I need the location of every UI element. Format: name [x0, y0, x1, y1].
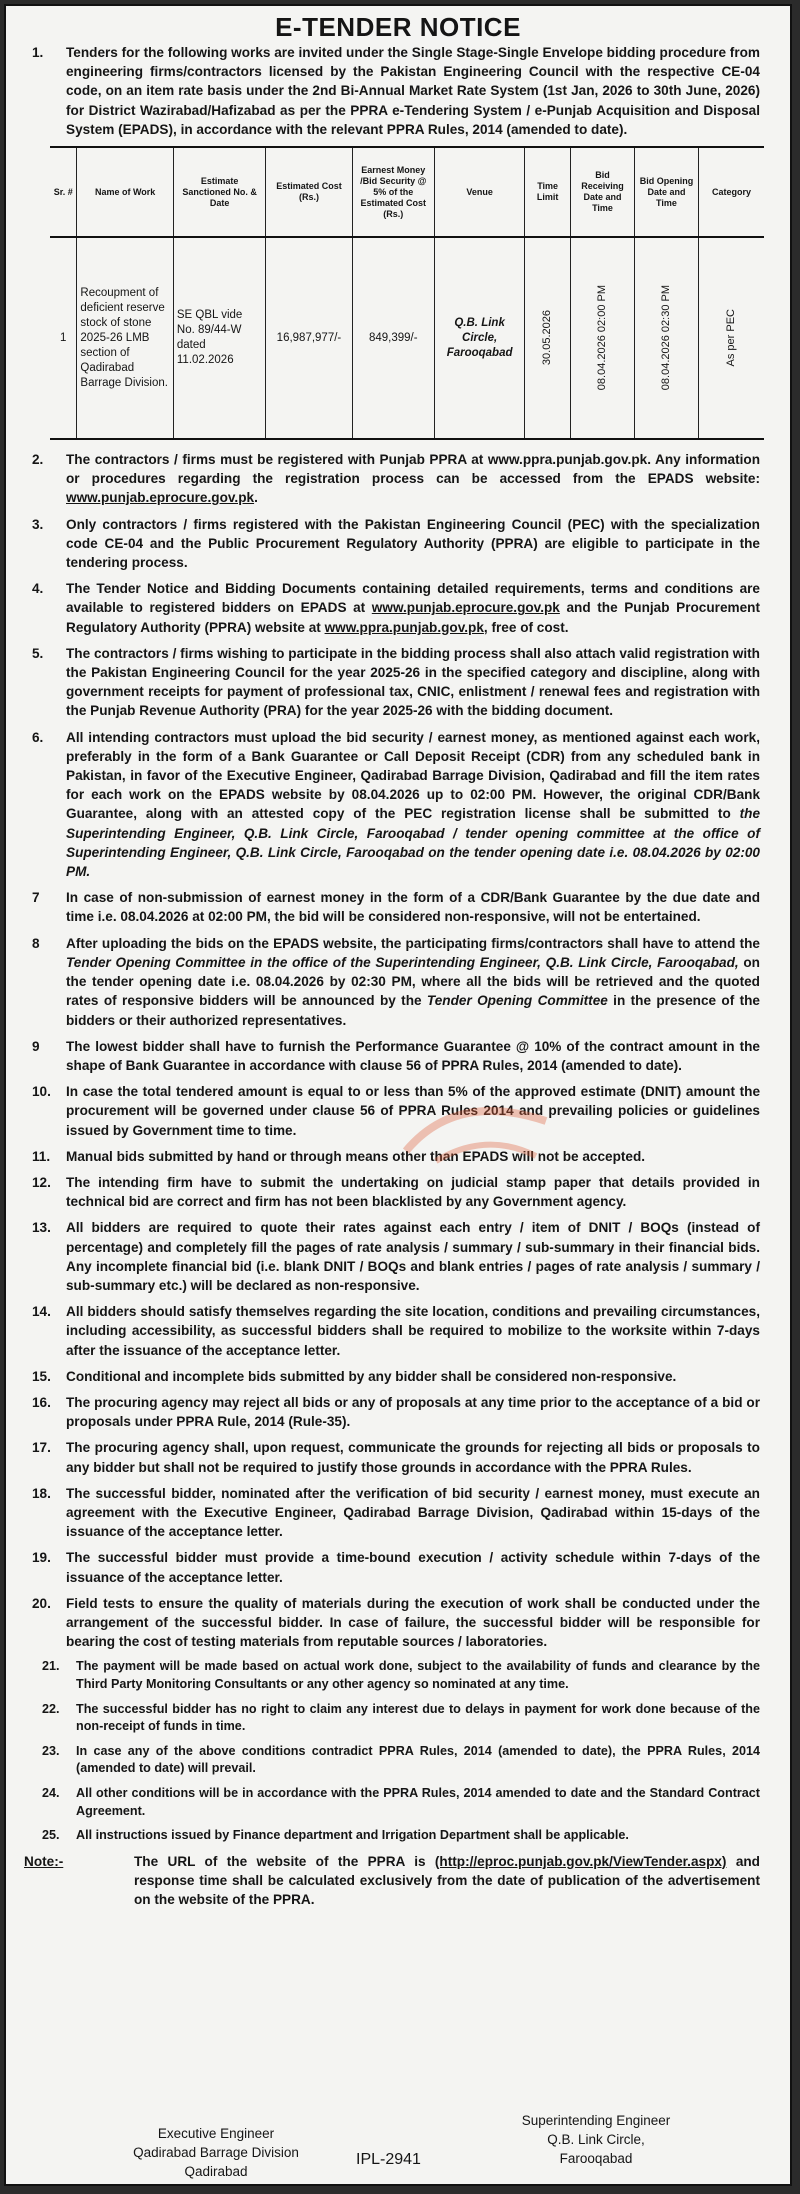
clause-number: 22.: [42, 1701, 60, 1716]
text-segment: All bidders should satisfy themselves regarding the site location, conditions and prevailing circumstances, including accessibility, as successful bidders shall be required to mobilize to the worksite within 7-days after the issuance of the acceptance letter.: [66, 1304, 760, 1358]
clause-text: [66, 1484, 760, 1542]
text-segment: In case the total tendered amount is equal to or less than 5% of the approved estimate (DNIT) amount the procurement will be governed under clause 56 of PPRA Rules 2014 and prevailing policies or guidelines issued by Government time to time.: [66, 1084, 760, 1138]
table-cell: [434, 237, 524, 439]
clause-number: 21.: [42, 1659, 60, 1674]
table-cell: [525, 237, 571, 439]
note-text: [134, 1852, 760, 1909]
text-segment: in the presence of the bidders or their authorized representatives.: [66, 993, 760, 1028]
column-header: Bid Receiving Date and Time: [571, 147, 635, 237]
text-segment: at the office of Superintending Engineer, Q.B. Link Circle, Farooqabad on the tender opening date i.e. 08.04.2026 by 02:00 PM.: [66, 825, 760, 880]
text-segment: Tender Opening Committee: [426, 993, 608, 1009]
clause-text: [66, 1173, 760, 1211]
text-segment: All instructions issued by Finance department and Irrigation Department shall be applicable.: [76, 1828, 629, 1843]
text-segment: The contractors / firms wishing to participate in the bidding process shall also attach valid registration with the Pakistan Engineering Council for the year 2025-26 in the specified category and discipline, along with government receipts for payment of professional tax, CNIC, enlistment / renewal fees and registration with the Punjab Revenue Authority (PRA) for the year 2025-26 with the bidding document.: [66, 645, 760, 719]
column-header: Name of Work: [77, 147, 173, 237]
table-row: [50, 237, 764, 439]
signature-superintending-engineer: [466, 2111, 726, 2168]
table-cell: [77, 237, 173, 439]
clause: [42, 1827, 760, 1845]
cell-value: 16,987,977/-: [276, 331, 342, 344]
clause: [32, 1218, 760, 1295]
sig-line: Q.B. Link Circle,: [547, 2132, 645, 2147]
link-text[interactable]: (http://eproc.punjab.gov.pk/ViewTender.aspx): [434, 1853, 727, 1869]
clause: [32, 644, 760, 721]
column-header: Time Limit: [525, 147, 571, 237]
clause: [32, 1037, 760, 1075]
clause: [32, 1367, 760, 1386]
clause-number: 20.: [32, 1595, 51, 1611]
text-segment: Field tests to ensure the quality of materials during the execution of work shall be conducted under the arrangement of the successful bidder. In case of failure, the successful bidder will be responsible for bearing the cost of testing materials from reputable sources / laboratories.: [66, 1595, 760, 1650]
clause-text: [66, 1218, 760, 1295]
text-segment: In case of non-submission of earnest money in the form of a CDR/Bank Guarantee by the due date and time i.e. 08.04.2026 at 02:00 PM, the bid will be considered non-responsive, will not be entertained.: [66, 890, 760, 925]
text-segment: The procuring agency may reject all bids or any of proposals at any time prior to the acceptance of a bid or proposals under PPRA Rule, 2014 (Rule-35).: [66, 1394, 760, 1430]
column-header: Sr. #: [50, 147, 77, 237]
clause-text: [66, 1548, 760, 1586]
cell-value: 30.05.2026: [541, 310, 554, 366]
notice-title: E-TENDER NOTICE: [275, 12, 521, 42]
text-segment: , free of cost.: [483, 619, 569, 635]
text-segment: In case any of the above conditions contradict PPRA Rules, 2014 (amended to date), the PPRA Rules, 2014 (amended to date) will prevail.: [76, 1743, 760, 1776]
clause-number: 14.: [32, 1304, 51, 1320]
clause-number: 13.: [32, 1220, 51, 1236]
clause-number: 8: [32, 935, 40, 951]
table-cell: [571, 237, 635, 439]
sig-line: Farooqabad: [559, 2151, 633, 2166]
column-header: Venue: [434, 147, 524, 237]
link-text[interactable]: www.punjab.eprocure.gov.pk: [371, 600, 560, 616]
column-header: Earnest Money /Bid Security @ 5% of the Estimated Cost (Rs.): [352, 147, 434, 237]
clause-number: 1.: [32, 45, 44, 60]
column-header: Estimated Cost (Rs.): [266, 147, 352, 237]
clause-text: [66, 515, 760, 573]
table-cell: [698, 237, 764, 439]
clause-number: 5.: [32, 645, 44, 661]
clause-text: [66, 934, 760, 1030]
text-segment: The contractors / firms must be registered with Punjab PPRA at www.ppra.punjab.gov.pk. Any information or procedures regarding the registration process can be accessed from the EPADS website:: [66, 452, 760, 487]
clause: [32, 1302, 760, 1360]
cell-value: 849,399/-: [368, 331, 418, 344]
clause-number: 17.: [32, 1440, 51, 1456]
text-segment: on the tender opening date i.e. 08.04.2026 by 02:30 PM, where all the bids will be retrieved and the quoted rates of responsive bidders will be announced by the: [66, 954, 760, 1009]
clause-text: [76, 1743, 760, 1778]
clause: [32, 1393, 760, 1431]
text-segment: the Superintending Engineer, Q.B. Link Circle, Farooqabad / tender opening committee: [66, 806, 760, 841]
link-text[interactable]: www.ppra.punjab.gov.pk: [324, 619, 484, 635]
clause: [32, 43, 760, 139]
clause-text: [66, 1393, 760, 1431]
clause: [32, 1438, 760, 1476]
clause: [42, 1743, 760, 1778]
clause-number: 12.: [32, 1174, 51, 1190]
table-cell: [634, 237, 698, 439]
clause: [32, 515, 760, 573]
clause: [42, 1658, 760, 1693]
clause-number: 24.: [42, 1785, 60, 1800]
clause-text: [66, 43, 760, 139]
text-segment: The Tender Notice and Bidding Documents containing detailed requirements, terms and conditions are available to registered bidders on EPADS at: [66, 581, 760, 616]
note-label: Note:-: [24, 1853, 64, 1869]
text-segment: The intending firm have to submit the undertaking on judicial stamp paper that details provided in technical bid are correct and firm has not been blacklisted by any Government agency.: [66, 1174, 760, 1210]
text-segment: The lowest bidder shall have to furnish the Performance Guarantee @ 10% of the contract amount in the shape of Bank Guarantee in accordance with clause 56 of PPRA Rules, 2014 (amended to date).: [66, 1038, 760, 1073]
sig-line: Executive Engineer: [157, 2126, 275, 2141]
clause-number: 23.: [42, 1743, 60, 1758]
clause-text: [66, 644, 760, 721]
text-segment: After uploading the bids on the EPADS website, the participating firms/contractors shall have to attend the: [66, 935, 760, 951]
text-segment: The successful bidder, nominated after the verification of bid security / earnest money, must execute an agreement with the Executive Engineer, Qadirabad Barrage Division, Qadirabad within 15-days of the issuance of the acceptance letter.: [66, 1485, 760, 1540]
clause: [32, 728, 760, 882]
cell-value: 08.04.2026 02:00 PM: [595, 285, 608, 391]
clause-number: 6.: [32, 729, 44, 745]
clause: [32, 934, 760, 1030]
signature-executive-engineer: [86, 2124, 346, 2181]
sig-line: Qadirabad Barrage Division: [133, 2145, 299, 2160]
text-segment: The procuring agency shall, upon request, communicate the grounds for rejecting all bids or proposals to any bidder but shall not be required to justify those grounds in accordance with the PPRA Rules.: [66, 1440, 760, 1475]
text-segment: The URL of the website of the PPRA is: [134, 1853, 435, 1869]
clause: [32, 888, 760, 926]
text-segment: .: [254, 490, 258, 506]
cell-value: Q.B. Link Circle, Farooqabad: [446, 316, 513, 359]
clause-number: 10.: [32, 1084, 51, 1100]
clause-number: 16.: [32, 1394, 51, 1410]
clause: [32, 1173, 760, 1211]
clause-number: 7: [32, 890, 40, 906]
column-header: Category: [698, 147, 764, 237]
text-segment: Only contractors / firms registered with the Pakistan Engineering Council (PEC) with the specialization code CE-04 and the Public Procurement Regulatory Authority (PPRA) are eligible to participate in the tendering process.: [66, 516, 760, 571]
clause-text: [66, 1037, 760, 1075]
clause-number: 2.: [32, 452, 44, 468]
table-cell: [352, 237, 434, 439]
text-segment: Tender Opening Committee in the office of the Superintending Engineer, Q.B. Link Circle, Farooqabad,: [66, 954, 739, 970]
works-table: [50, 146, 764, 440]
clause-text: [76, 1658, 760, 1693]
cell-value: As per PEC: [724, 309, 737, 367]
cell-value: SE QBL vide No. 89/44-W dated 11.02.2026: [176, 309, 243, 367]
table-cell: [173, 237, 265, 439]
sig-line: Qadirabad: [184, 2164, 248, 2179]
reference-code: IPL-2941: [356, 2151, 421, 2168]
clause: [32, 450, 760, 508]
clause-number: 25.: [42, 1828, 60, 1843]
clause-number: 18.: [32, 1485, 51, 1501]
clause-number: 3.: [32, 516, 44, 532]
cell-value: Recoupment of deficient reserve stock of stone 2025-26 LMB section of Qadirabad Barrage Division.: [80, 286, 168, 389]
sig-line: Superintending Engineer: [521, 2113, 671, 2128]
newspaper-watermark-logo: [396, 1081, 556, 1171]
clause-text: [66, 1594, 760, 1652]
clause-text: [66, 450, 760, 508]
clause-text: [66, 1438, 760, 1476]
clause-number: 4.: [32, 581, 44, 597]
clause: [32, 1548, 760, 1586]
clause: [32, 579, 760, 637]
clause: [42, 1701, 760, 1736]
clause-number: 11.: [32, 1148, 51, 1164]
clause-number: 15.: [32, 1368, 51, 1384]
clause-text: [66, 728, 760, 882]
text-segment: and the Punjab Procurement Regulatory Authority (PPRA) website at: [66, 600, 760, 635]
clause-text: [66, 1367, 760, 1386]
text-segment: The successful bidder must provide a time-bound execution / activity schedule within 7-days of the issuance of the acceptance letter.: [66, 1550, 760, 1585]
clause: [42, 1785, 760, 1820]
text-segment: and response time shall be calculated exclusively from the date of publication of the advertisement on the website of the PPRA.: [134, 1853, 760, 1907]
link-text[interactable]: www.punjab.eprocure.gov.pk: [66, 490, 255, 506]
clause-text: [66, 579, 760, 637]
text-segment: Manual bids submitted by hand or through means other than EPADS will not be accepted.: [66, 1148, 646, 1164]
text-segment: All intending contractors must upload the bid security / earnest money, as mentioned against each work, preferably in the form of a Bank Guarantee or Call Deposit Receipt (CDR) from any scheduled bank in Pakistan, in favor of the Executive Engineer, Qadirabad Barrage Division, Qadirabad and fill the item rates for each work on the EPADS website by 08.04.2026 up to 02:00 PM. However, the original CDR/Bank Guarantee, along with an attested copy of the PEC registration license shall be submitted to: [66, 729, 760, 822]
text-segment: All bidders are required to quote their rates against each entry / item of DNIT / BOQs (instead of percentage) and completely fill the pages of rate analysis / summary / sub-summary in their financial bids. Any incomplete financial bid (i.e. blank DNIT / BOQs and blank entries / pages of rate analysis / summary / sub-summary etc.) will be declared as non-responsive.: [66, 1220, 760, 1293]
text-segment: All other conditions will be in accordance with the PPRA Rules, 2014 amended to date and the Standard Contract Agreement.: [76, 1785, 760, 1818]
text-segment: The payment will be made based on actual work done, subject to the availability of funds and clearance by the Third Party Monitoring Consultants or any other agency so nominated at any time.: [76, 1659, 760, 1691]
clause-number: 9: [32, 1038, 40, 1054]
cell-value: 08.04.2026 02:30 PM: [659, 285, 672, 391]
table-cell: [266, 237, 352, 439]
text-segment: Conditional and incomplete bids submitted by any bidder shall be considered non-responsive.: [66, 1368, 677, 1384]
tender-notice-page: [4, 4, 792, 2186]
clause-number: 19.: [32, 1550, 51, 1566]
clause-text: [66, 1302, 760, 1360]
clause-text: [66, 888, 760, 926]
clause-text: [76, 1785, 760, 1820]
clause-text: [76, 1827, 760, 1845]
column-header: Bid Opening Date and Time: [634, 147, 698, 237]
cell-value: 1: [60, 331, 67, 344]
column-header: Estimate Sanctioned No. & Date: [173, 147, 265, 237]
clause: [32, 1594, 760, 1652]
clause-text: [76, 1701, 760, 1736]
note: [24, 1852, 760, 1909]
text-segment: Tenders for the following works are invited under the Single Stage-Single Envelope bidding procedure from engineering firms/contractors licensed by the Pakistan Engineering Council with the respective CE-04 code, on an item rate basis under the 2nd Bi-Annual Market Rate System (1st Jan, 2026 to 30th June, 2026) for District Wazirabad/Hafizabad as per the PPRA e-Tendering System / e-Punjab Acquisition and Disposal System (EPADS), in accordance with the relevant PPRA Rules, 2014 (amended to date).: [66, 45, 760, 137]
clause: [32, 1484, 760, 1542]
text-segment: The successful bidder has no right to claim any interest due to delays in payment for work done because of the non-receipt of funds in time.: [76, 1701, 760, 1734]
table-cell: [50, 237, 77, 439]
